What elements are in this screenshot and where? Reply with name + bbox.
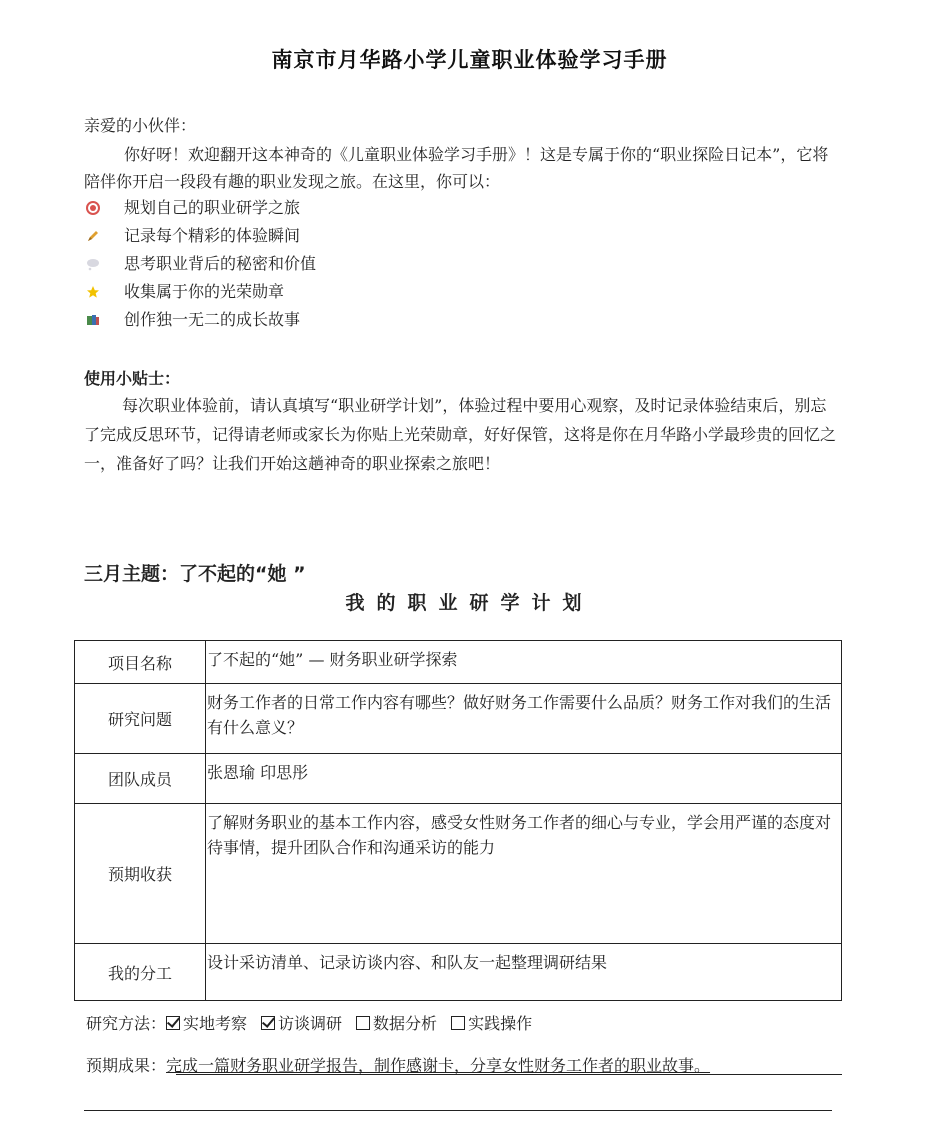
plan-title: 我的职业研学计划 xyxy=(345,592,594,614)
list-item xyxy=(86,222,316,250)
method-option[interactable] xyxy=(356,1011,437,1034)
bottom-divider xyxy=(84,1110,832,1111)
books-icon xyxy=(86,313,100,327)
bullet-text: 思考职业背后的秘密和价值 xyxy=(124,254,317,273)
row-label: 项目名称 xyxy=(75,641,206,684)
row-value[interactable]: 张恩瑜 印思彤 xyxy=(206,754,842,804)
row-label: 研究问题 xyxy=(75,684,206,754)
intro-paragraph: 你好呀！欢迎翻开这本神奇的《儿童职业体验学习手册》！这是专属于你的“职业探险日记本”，它将陪伴你开启一段段有趣的职业发现之旅。在这里，你可以： xyxy=(84,145,829,191)
target-icon xyxy=(86,201,100,215)
outcome-label: 预期成果： xyxy=(86,1056,167,1075)
row-value[interactable]: 了解财务职业的基本工作内容，感受女性财务工作者的细心与专业，学会用严谨的态度对待事情，提升团队合作和沟通采访的能力 xyxy=(206,804,842,944)
outcome-value[interactable]: 完成一篇财务职业研学报告，制作感谢卡，分享女性财务工作者的职业故事。 xyxy=(166,1056,711,1075)
research-methods xyxy=(86,1011,546,1034)
outcome-underline xyxy=(176,1074,842,1075)
checkbox[interactable] xyxy=(451,1016,465,1030)
table-row xyxy=(75,684,842,754)
theme-heading: 三月主题：了不起的“她 ” xyxy=(84,563,306,585)
bullet-text: 记录每个精彩的体验瞬间 xyxy=(124,226,301,245)
tips-paragraph: 每次职业体验前，请认真填写“职业研学计划”，体验过程中要用心观察，及时记录体验结束后，别忘了完成反思环节，记得请老师或家长为你贴上光荣勋章，好好保管，这将是你在月华路小学最珍贵的回忆之一，准备好了吗？让我们开始这趟神奇的职业探索之旅吧！ xyxy=(84,396,837,473)
method-label: 数据分析 xyxy=(373,1014,438,1033)
checkbox[interactable] xyxy=(261,1016,275,1030)
plan-table xyxy=(74,640,842,1001)
pencil-icon xyxy=(86,229,100,243)
greeting: 亲爱的小伙伴： xyxy=(84,116,197,135)
bullet-text: 收集属于你的光荣勋章 xyxy=(124,282,285,301)
expected-outcome xyxy=(86,1053,710,1076)
page-title: 南京市月华路小学儿童职业体验学习手册 xyxy=(271,48,668,72)
method-label: 实地考察 xyxy=(183,1014,248,1033)
row-label: 预期收获 xyxy=(75,804,206,944)
star-icon xyxy=(86,285,100,299)
row-label: 团队成员 xyxy=(75,754,206,804)
list-item xyxy=(86,306,316,334)
bullet-text: 规划自己的职业研学之旅 xyxy=(124,198,301,217)
thought-bubble-icon xyxy=(86,257,100,271)
row-value[interactable]: 财务工作者的日常工作内容有哪些？做好财务工作需要什么品质？财务工作对我们的生活有什么意义？ xyxy=(206,684,842,754)
checkbox[interactable] xyxy=(166,1016,180,1030)
checkbox[interactable] xyxy=(356,1016,370,1030)
bullet-list xyxy=(86,194,316,334)
method-option[interactable] xyxy=(451,1011,532,1034)
method-label: 实践操作 xyxy=(468,1014,533,1033)
table-row xyxy=(75,641,842,684)
bullet-text: 创作独一无二的成长故事 xyxy=(124,310,301,329)
row-value[interactable]: 了不起的“她” — 财务职业研学探索 xyxy=(206,641,842,684)
method-option[interactable] xyxy=(166,1011,247,1034)
method-label: 访谈调研 xyxy=(278,1014,343,1033)
table-row xyxy=(75,944,842,1001)
methods-label: 研究方法： xyxy=(86,1014,167,1033)
tips-heading: 使用小贴士： xyxy=(84,369,181,388)
row-label: 我的分工 xyxy=(75,944,206,1001)
list-item xyxy=(86,250,316,278)
table-row xyxy=(75,804,842,944)
row-value[interactable]: 设计采访清单、记录访谈内容、和队友一起整理调研结果 xyxy=(206,944,842,1001)
table-row xyxy=(75,754,842,804)
method-option[interactable] xyxy=(261,1011,342,1034)
list-item xyxy=(86,194,316,222)
list-item xyxy=(86,278,316,306)
